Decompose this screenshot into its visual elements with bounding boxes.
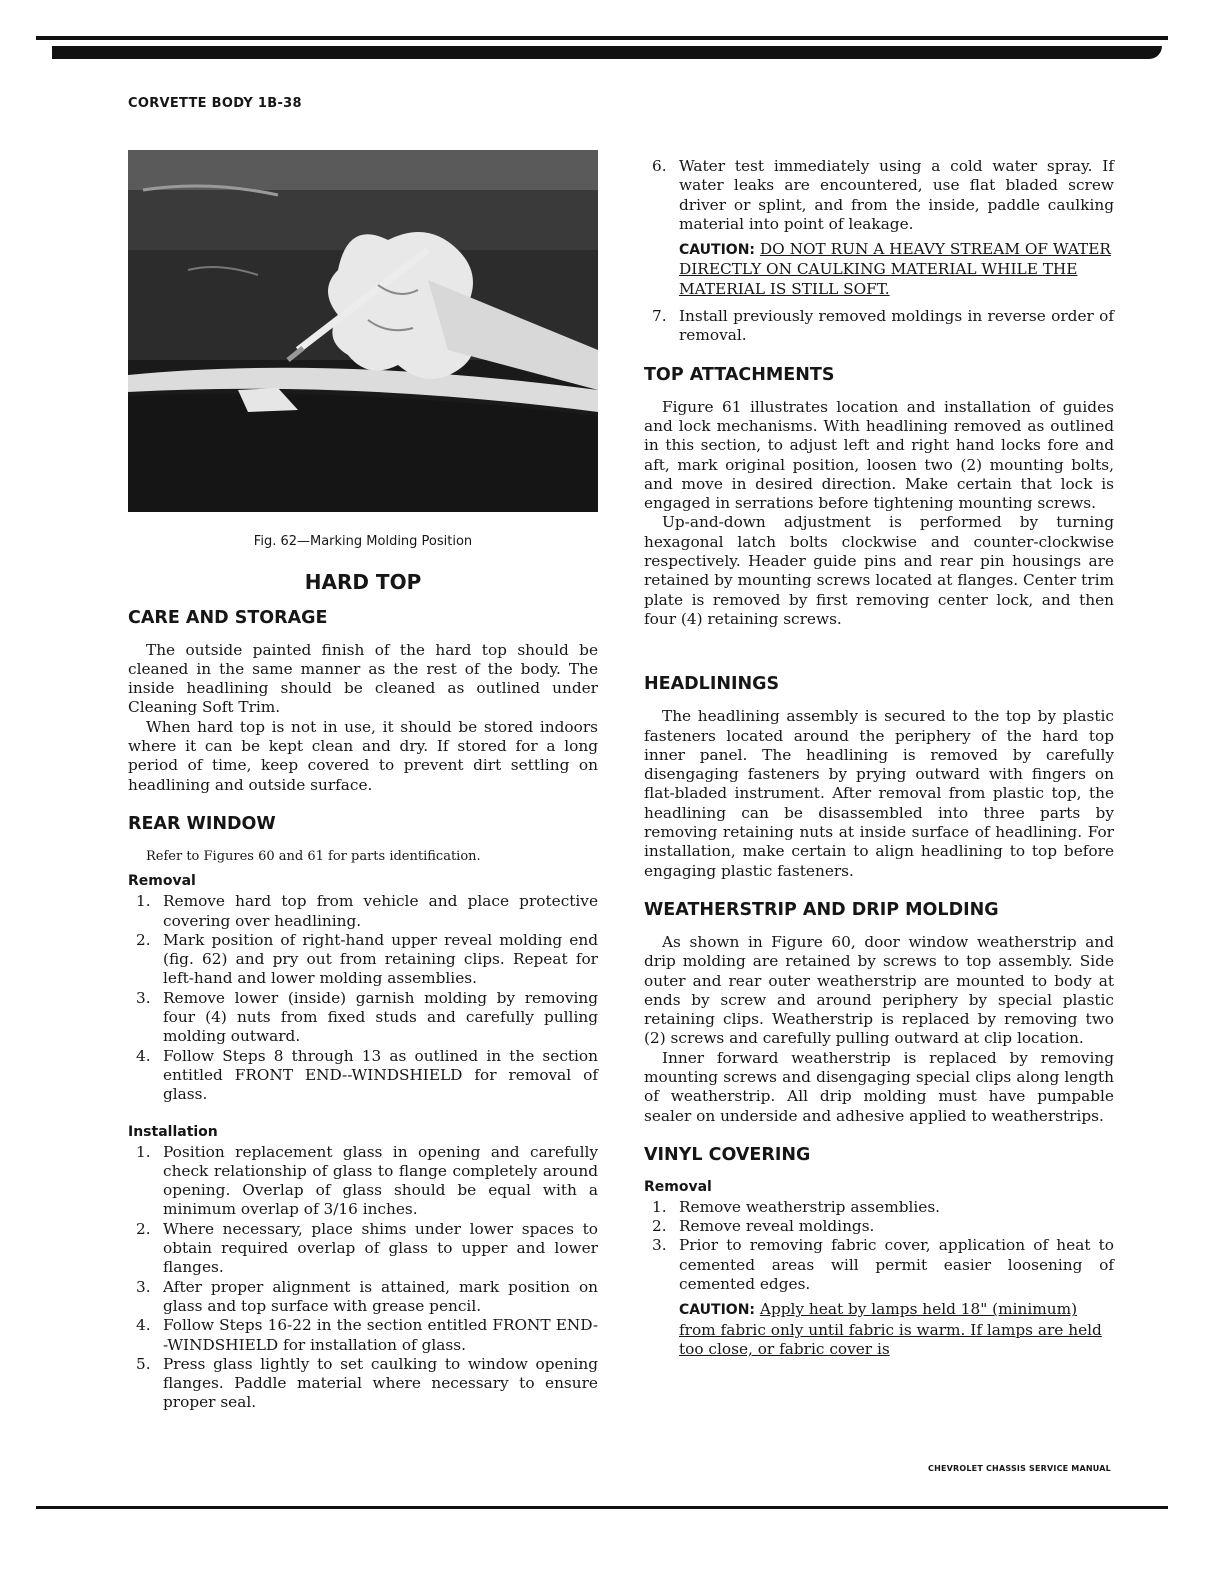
- section-title-hard-top: HARD TOP: [304, 570, 422, 595]
- spacer: [644, 629, 1114, 655]
- list-item: 6. Water test immediately using a cold water spray. If water leaks are encountered, use flat bladed screw driver or splint, and from the inside, paddle caulking material into point of leakage.: [652, 157, 1114, 233]
- caution-text: DO NOT RUN A HEAVY STREAM OF WATER DIRECTLY ON CAULKING MATERIAL WHILE THE MATERIAL IS STILL SOFT.: [679, 240, 1111, 298]
- list-item: 3. Prior to removing fabric cover, application of heat to cemented areas will permit easier loosening of cemented edges.: [652, 1236, 1114, 1294]
- top-heavy-rule: [52, 46, 1162, 59]
- top-rule: [36, 36, 1168, 40]
- list-item: 4. Follow Steps 16-22 in the section entitled FRONT END--WINDSHIELD for installation of glass.: [136, 1316, 598, 1354]
- right-column: [644, 157, 1114, 1367]
- list-item: 5. Press glass lightly to set caulking to window opening flanges. Paddle material where necessary to ensure proper seal.: [136, 1354, 598, 1412]
- figure-marking-molding-photo: [128, 150, 598, 512]
- vinyl-removal-steps: [644, 1198, 1114, 1294]
- caution-label: CAUTION:: [679, 1302, 756, 1319]
- top-attachments-paragraph-2: Up-and-down adjustment is performed by turning hexagonal latch bolts clockwise and counter-clockwise respectively. Header guide pins and rear pin housings are retained by mounting screws located at flanges. Center trim plate is removed by first removing center lock, and then four (4) retaining screws.: [644, 513, 1114, 628]
- heading-installation: Installation: [128, 1123, 218, 1140]
- heading-vinyl-removal: Removal: [644, 1178, 712, 1195]
- list-item: 4. Follow Steps 8 through 13 as outlined in the section entitled FRONT END--WINDSHIELD for removal of glass.: [136, 1046, 598, 1104]
- installation-steps-list: [128, 1143, 598, 1413]
- hand-with-pencil-illustration: [128, 150, 598, 512]
- caution-caulking: [679, 240, 1114, 299]
- top-attachments-paragraph-1: Figure 61 illustrates location and installation of guides and lock mechanisms. With headlining removed as outlined in this section, to adjust left and right hand locks fore and aft, mark original position, loosen two (2) mounting bolts, and move in desired direction. Make certain that lock is engaged in serrations before tightening mounting screws.: [644, 397, 1114, 513]
- weatherstrip-paragraph-1: As shown in Figure 60, door window weatherstrip and drip molding are retained by screws to top assembly. Side outer and rear outer weatherstrip are mounted to body at ends by screw and around periphery by special plastic retaining clips. Weatherstrip is replaced by removing two (2) screws and carefully pulling outward at clip location.: [644, 932, 1114, 1048]
- heading-removal: Removal: [128, 873, 196, 890]
- care-paragraph-1: The outside painted finish of the hard top should be cleaned in the same manner as the rest of the body. The inside headlining should be cleaned as outlined under Cleaning Soft Trim.: [128, 640, 598, 717]
- list-item: 3. After proper alignment is attained, mark position on glass and top surface with grease pencil.: [136, 1277, 598, 1315]
- list-item: 7. Install previously removed moldings in reverse order of removal.: [652, 307, 1114, 345]
- installation-steps-continued: [644, 157, 1114, 234]
- caution-heat-lamps: [679, 1300, 1114, 1359]
- list-item: 2. Where necessary, place shims under lower spaces to obtain required overlap of glass to upper and lower flanges.: [136, 1219, 598, 1277]
- removal-steps-list: [128, 892, 598, 1104]
- rear-window-reference: Refer to Figures 60 and 61 for parts identification.: [146, 848, 481, 864]
- left-column: [128, 150, 598, 1413]
- heading-headlinings: HEADLININGS: [644, 674, 780, 695]
- heading-vinyl-covering: VINYL COVERING: [644, 1144, 811, 1165]
- heading-care-and-storage: CARE AND STORAGE: [128, 607, 328, 628]
- list-item: 1. Remove hard top from vehicle and place protective covering over headlining.: [136, 892, 598, 930]
- heading-top-attachments: TOP ATTACHMENTS: [644, 364, 835, 385]
- list-item: 3. Remove lower (inside) garnish molding by removing four (4) nuts from fixed studs and carefully pulling molding outward.: [136, 988, 598, 1046]
- page-footer: CHEVROLET CHASSIS SERVICE MANUAL: [928, 1464, 1111, 1473]
- list-item: 2. Remove reveal moldings.: [652, 1217, 875, 1236]
- caution-text: Apply heat by lamps held 18" (minimum) from fabric only until fabric is warm. If lamps are held too close, or fabric cover is: [679, 1300, 1102, 1358]
- weatherstrip-paragraph-2: Inner forward weatherstrip is replaced by removing mounting screws and disengaging special clips along length of weatherstrip. All drip molding must have pumpable sealer on underside and adhesive applied to weatherstrips.: [644, 1048, 1114, 1125]
- care-paragraph-2: When hard top is not in use, it should be stored indoors where it can be kept clean and dry. If stored for a long period of time, keep covered to prevent dirt settling on headlining and outside surface.: [128, 717, 598, 794]
- heading-weatherstrip: WEATHERSTRIP AND DRIP MOLDING: [644, 899, 999, 920]
- list-item: 1. Remove weatherstrip assemblies.: [652, 1197, 941, 1216]
- bottom-rule: [36, 1506, 1168, 1509]
- installation-steps-final: [644, 307, 1114, 346]
- list-item: 2. Mark position of right-hand upper reveal molding end (fig. 62) and pry out from retaining clips. Repeat for left-hand and lower molding assemblies.: [136, 930, 598, 988]
- page-header: CORVETTE BODY 1B-38: [128, 96, 302, 111]
- figure-caption: Fig. 62—Marking Molding Position: [253, 534, 473, 549]
- heading-rear-window: REAR WINDOW: [128, 813, 276, 834]
- list-item: 1. Position replacement glass in opening and carefully check relationship of glass to flange completely around opening. Overlap of glass should be equal with a minimum overlap of 3/16 inches.: [136, 1142, 598, 1219]
- headlinings-paragraph: The headlining assembly is secured to the top by plastic fasteners located around the periphery of the hard top inner panel. The headlining is removed by carefully disengaging fasteners by prying outward with fingers on flat-bladed instrument. After removal from plastic top, the headlining can be disassembled into three parts by removing retaining nuts at inside surface of headlining. For installation, make certain to align headlining to top before engaging plastic fasteners.: [644, 707, 1114, 880]
- caution-label: CAUTION:: [679, 242, 756, 259]
